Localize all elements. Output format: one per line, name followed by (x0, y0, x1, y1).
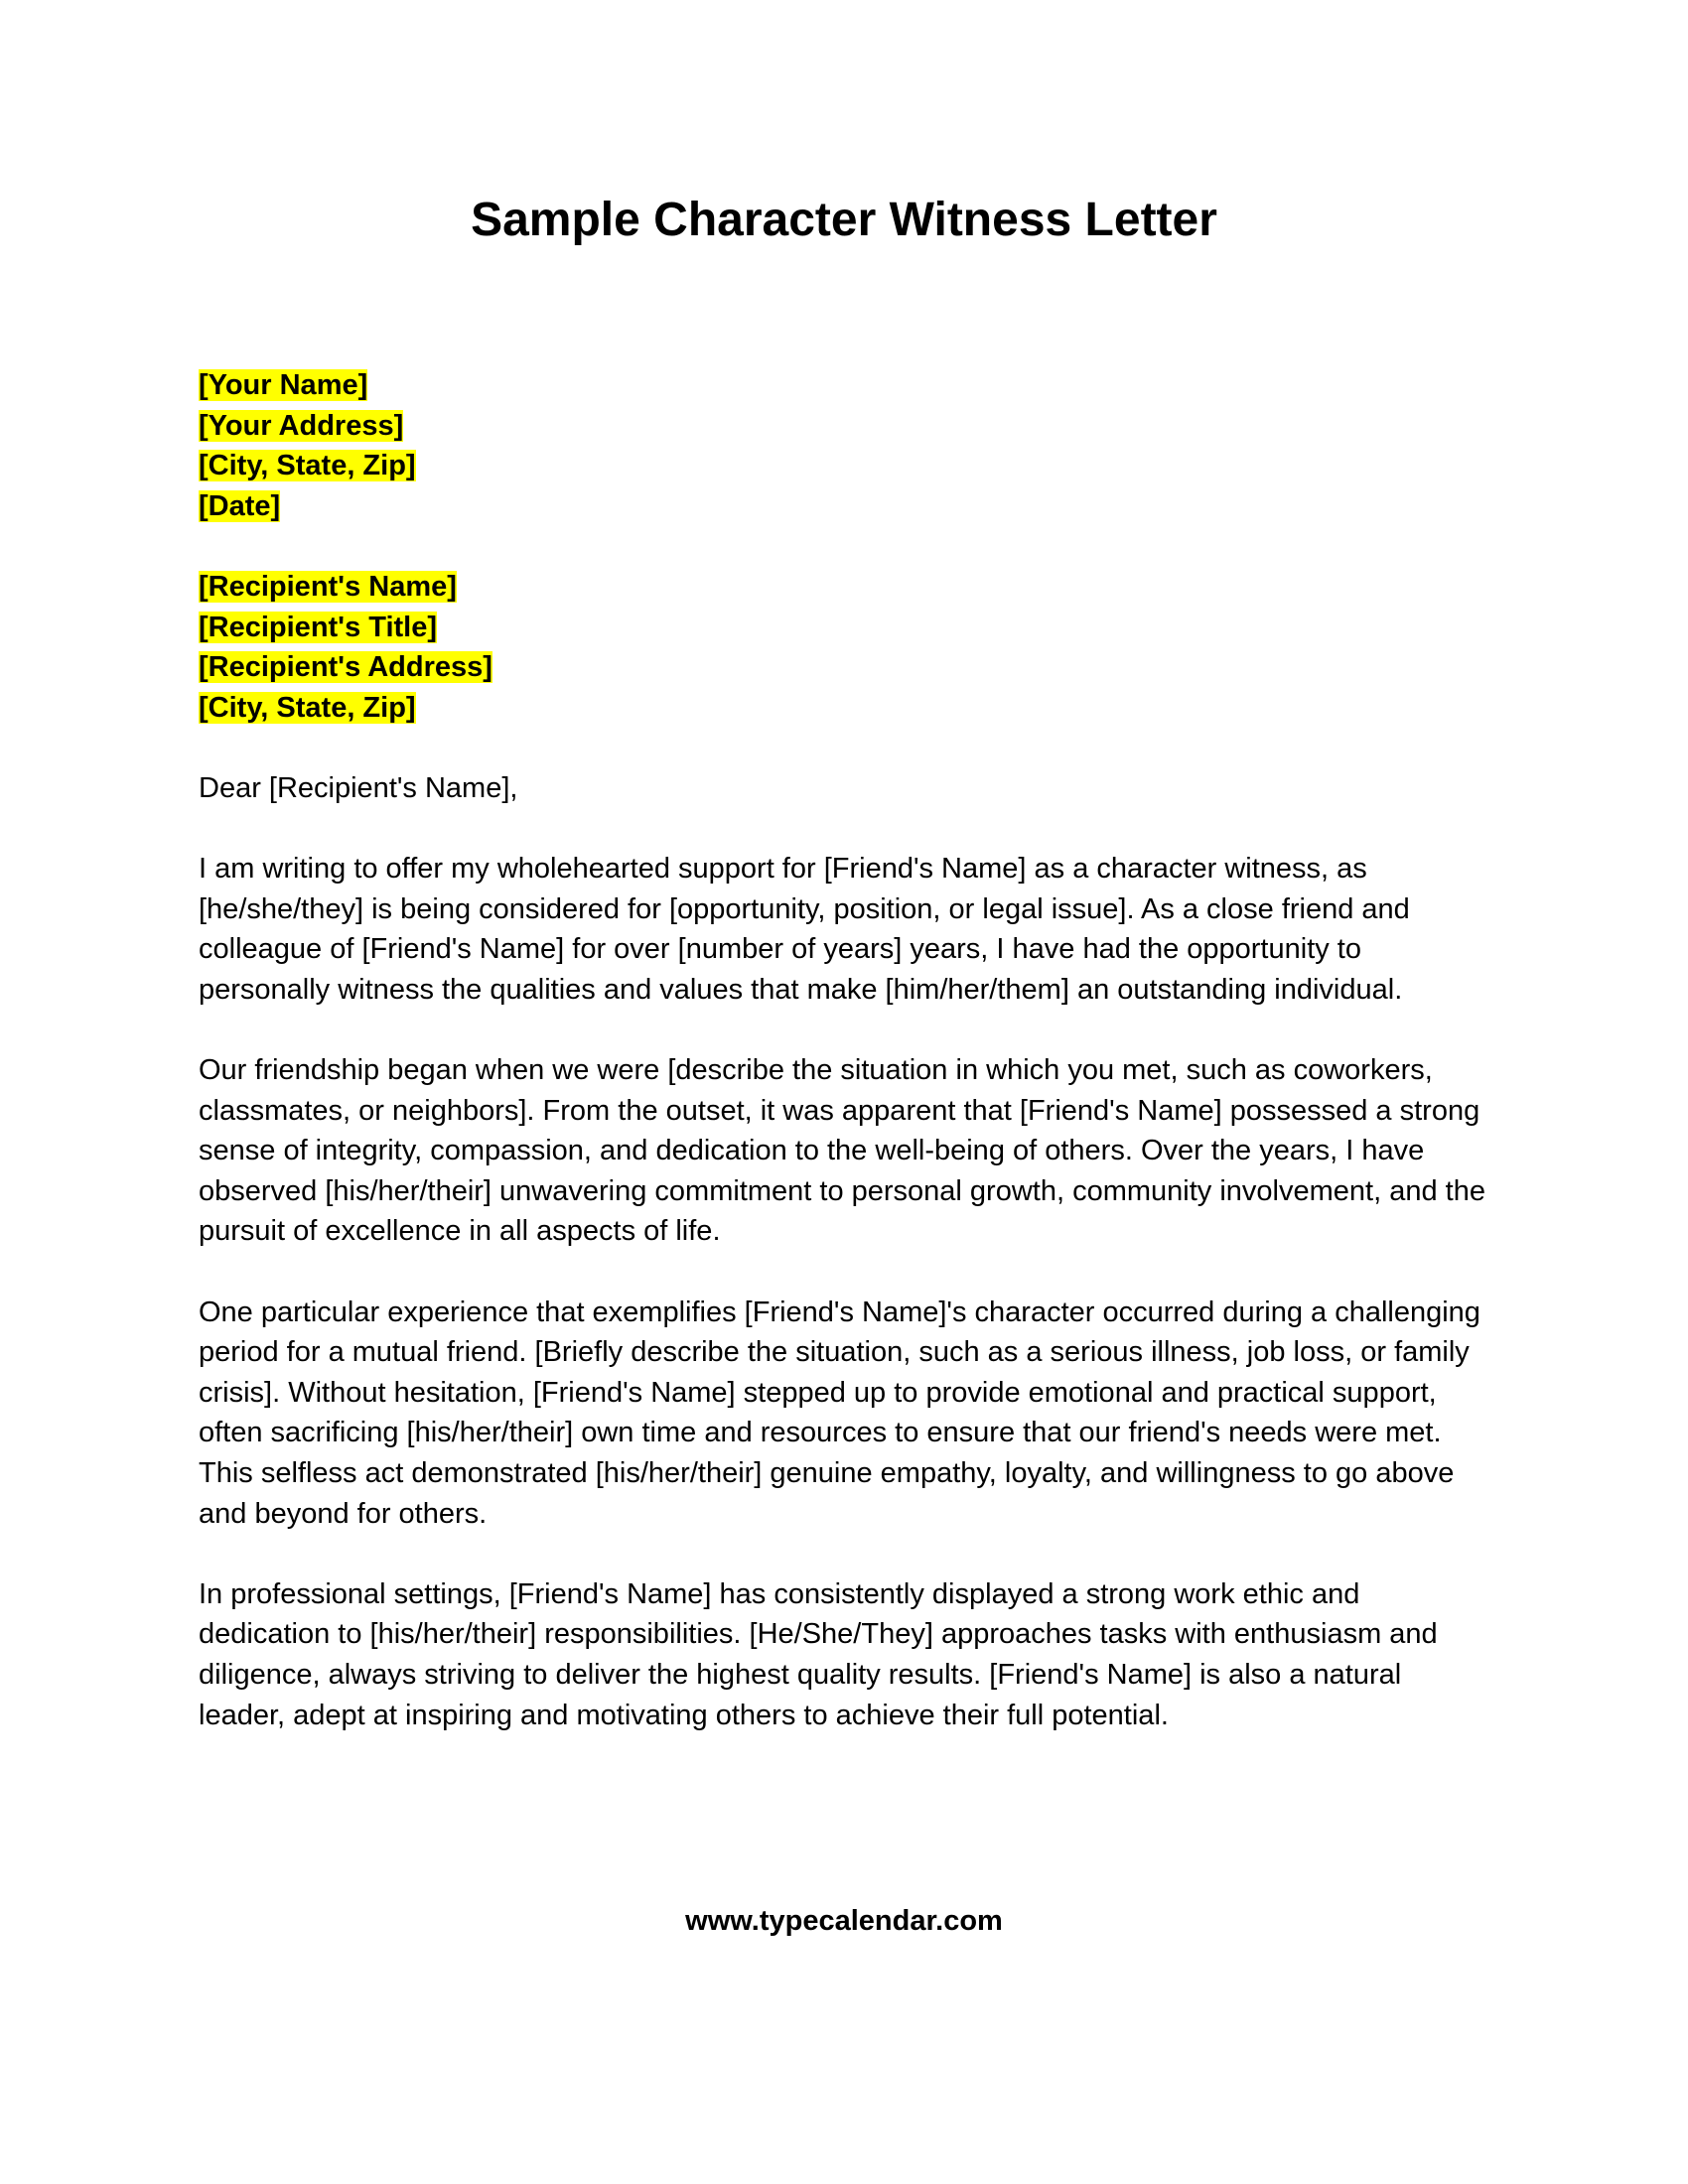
sender-address-placeholder: [Your Address] (199, 409, 404, 442)
sender-line (199, 406, 1489, 447)
paragraph-professional: In professional settings, [Friend's Name] has consistently displayed a strong work ethic and dedication to [his/her/their] responsibilities. [He/She/They] approaches tasks with enthusiasm and diligence, always striving to deliver the highest quality results. [Friend's Name] is also a natural leader, adept at inspiring and motivating others to achieve their full potential. (199, 1577, 1438, 1731)
sender-line (199, 365, 1489, 406)
salutation: Dear [Recipient's Name], (199, 771, 518, 804)
paragraph-friendship: Our friendship began when we were [describe the situation in which you met, such as coworkers, classmates, or neighbors]. From the outset, it was apparent that [Friend's Name] possessed a strong sense of integrity, compassion, and dedication to the well-being of others. Over the years, I have observed [his/her/their] unwavering commitment to personal growth, community involvement, and the pursuit of excellence in all aspects of life. (199, 1054, 1485, 1248)
sender-city-placeholder: [City, State, Zip] (199, 450, 416, 482)
recipient-address-placeholder: [Recipient's Address] (199, 651, 492, 684)
sender-name-placeholder: [Your Name] (199, 369, 368, 401)
page-title: Sample Character Witness Letter (471, 194, 1217, 246)
recipient-line (199, 567, 1489, 608)
letter-body (199, 365, 1489, 1776)
sender-line (199, 446, 1489, 486)
recipient-name-placeholder: [Recipient's Name] (199, 570, 457, 603)
sender-address-block (199, 365, 1489, 526)
paragraph-experience: One particular experience that exemplifies [Friend's Name]'s character occurred during a challenging period for a mutual friend. [Briefly describe the situation, such as a serious illness, job loss, or family crisis]. Without hesitation, [Friend's Name] stepped up to provide emotional and practical support, often sacrificing [his/her/their] own time and resources to ensure that our friend's needs were met. This selfless act demonstrated [his/her/their] genuine empathy, loyalty, and willingness to go above and beyond for others. (199, 1296, 1480, 1530)
recipient-line (199, 647, 1489, 688)
recipient-line (199, 608, 1489, 648)
recipient-city-placeholder: [City, State, Zip] (199, 691, 416, 724)
recipient-line (199, 688, 1489, 729)
footer-website: www.typecalendar.com (685, 1905, 1003, 1937)
recipient-address-block (199, 567, 1489, 728)
sender-line (199, 486, 1489, 527)
date-placeholder: [Date] (199, 489, 281, 522)
paragraph-introduction: I am writing to offer my wholehearted support for [Friend's Name] as a character witness, as [he/she/they] is being considered for [opportunity, position, or legal issue]. As a close friend and colleague of [Friend's Name] for over [number of years] years, I have had the opportunity to personally witness the qualities and values that make [him/her/them] an outstanding individual. (199, 853, 1410, 1006)
recipient-title-placeholder: [Recipient's Title] (199, 611, 438, 643)
